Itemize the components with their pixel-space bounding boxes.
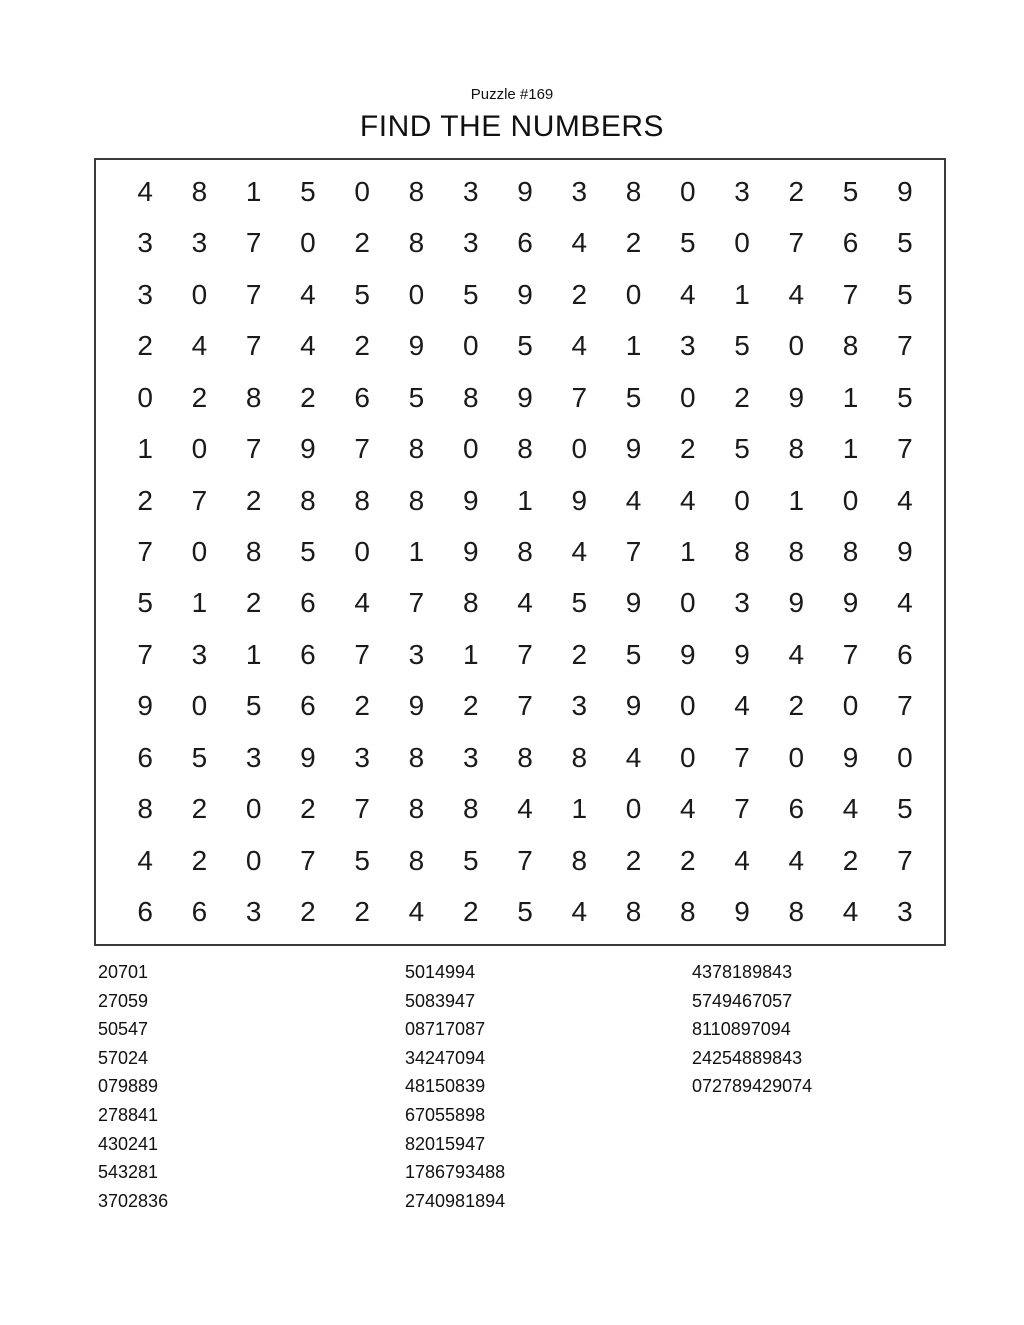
grid-cell: 1 [462,638,479,670]
number-list-column-2 [405,958,505,1215]
grid-cell: 8 [408,793,425,825]
grid-cell: 9 [300,741,316,773]
grid-cell: 6 [300,638,316,670]
grid-cell: 0 [191,278,208,310]
grid-cell: 7 [517,690,533,722]
grid-cell: 4 [137,175,153,207]
grid-cell: 7 [897,690,913,722]
grid-cell: 2 [354,896,370,928]
grid-cell: 8 [408,741,425,773]
grid-cell: 6 [897,638,913,670]
grid-cell: 5 [625,638,642,670]
grid-cell: 8 [517,433,533,465]
grid-cell: 8 [788,896,805,928]
grid-cell: 5 [680,227,696,259]
grid-cell: 4 [517,793,533,825]
grid-cell: 7 [897,433,913,465]
grid-cell: 0 [788,330,805,362]
grid-cell: 4 [354,587,370,619]
grid-cell: 2 [842,844,859,876]
grid-cell: 9 [897,175,913,207]
grid-cell: 9 [625,690,642,722]
grid-cell: 5 [897,227,913,259]
grid-cell: 4 [734,844,750,876]
grid-cell: 5 [354,278,370,310]
grid-cell: 7 [354,793,370,825]
grid-cell: 6 [137,741,153,773]
grid-cell: 8 [408,227,425,259]
grid-cell: 5 [734,433,750,465]
grid-cell: 1 [517,484,533,516]
grid-cell: 2 [462,896,479,928]
list-number: 50547 [98,1019,149,1040]
grid-cell: 0 [191,535,208,567]
grid-cell: 1 [245,175,262,207]
list-number: 2740981894 [405,1190,506,1211]
list-number: 5749467057 [692,990,793,1011]
grid-cell: 3 [680,330,696,362]
grid-cell: 0 [680,381,696,413]
list-number: 3702836 [98,1190,169,1211]
grid-cell: 2 [137,484,153,516]
grid-cell: 2 [788,690,805,722]
grid-cell: 5 [897,278,913,310]
grid-cell: 8 [408,844,425,876]
grid-cell: 8 [571,844,588,876]
grid-cell: 0 [408,278,425,310]
grid-cell: 0 [354,175,370,207]
grid-cell: 3 [897,896,913,928]
grid-cell: 2 [191,793,208,825]
grid-cell: 5 [897,381,913,413]
grid-cell: 8 [462,587,479,619]
grid-cell: 1 [245,638,262,670]
grid-cell: 1 [842,433,859,465]
grid-cell: 2 [191,844,208,876]
grid-cell: 2 [625,227,642,259]
list-number: 1786793488 [405,1162,506,1183]
grid-cell: 4 [680,793,696,825]
grid-cell: 5 [625,381,642,413]
grid-cell: 2 [354,330,370,362]
grid-cell: 6 [137,896,153,928]
list-number: 27059 [98,990,149,1011]
grid-cell: 0 [625,793,642,825]
grid-cell: 5 [300,175,316,207]
grid-cell: 7 [137,535,153,567]
list-number: 430241 [98,1133,159,1154]
grid-cell: 2 [571,638,588,670]
grid-cell: 9 [571,484,588,516]
grid-cell: 0 [788,741,805,773]
grid-cell: 2 [300,381,316,413]
grid-cell: 4 [842,793,859,825]
grid-cell: 4 [137,844,153,876]
list-number: 08717087 [405,1019,486,1040]
grid-cell: 9 [462,484,479,516]
grid-cell: 5 [517,896,533,928]
grid-cell: 7 [842,638,859,670]
grid-cell: 5 [354,844,370,876]
grid-cell: 0 [842,484,859,516]
grid-cell: 5 [300,535,316,567]
grid-cell: 7 [245,227,262,259]
grid-cell: 6 [300,587,316,619]
grid-cell: 0 [571,433,588,465]
grid-cell: 0 [680,690,696,722]
grid-cell: 1 [137,433,153,465]
number-grid [96,160,944,944]
grid-cell: 8 [734,535,750,567]
list-number: 67055898 [405,1104,486,1125]
grid-cell: 1 [408,535,425,567]
grid-cell: 4 [408,896,425,928]
grid-cell: 4 [571,330,588,362]
grid-cell: 9 [680,638,696,670]
grid-cell: 4 [842,896,859,928]
grid-cell: 2 [191,381,208,413]
grid-cell: 6 [354,381,370,413]
grid-cell: 8 [517,741,533,773]
grid-cell: 4 [788,844,805,876]
grid-cell: 3 [137,278,153,310]
list-number: 4378189843 [692,962,793,982]
grid-cell: 1 [734,278,750,310]
grid-cell: 9 [842,741,859,773]
grid-cell: 7 [734,793,750,825]
grid-cell: 8 [571,741,588,773]
grid-cell: 4 [680,278,696,310]
grid-cell: 1 [788,484,805,516]
grid-cell: 1 [625,330,642,362]
grid-cell: 9 [788,381,805,413]
grid-cell: 8 [788,433,805,465]
grid-cell: 5 [137,587,153,619]
grid-cell: 2 [625,844,642,876]
grid-cell: 8 [842,330,859,362]
grid-cell: 9 [734,638,750,670]
grid-cell: 8 [408,175,425,207]
grid-cell: 0 [354,535,370,567]
grid-cell: 0 [462,433,479,465]
grid-cell: 7 [897,330,913,362]
list-number: 278841 [98,1104,159,1125]
grid-cell: 2 [680,844,696,876]
grid-cell: 4 [300,278,316,310]
grid-cell: 7 [245,433,262,465]
grid-cell: 4 [680,484,696,516]
grid-cell: 9 [788,587,805,619]
grid-cell: 0 [680,741,696,773]
grid-cell: 7 [408,587,425,619]
grid-cell: 2 [462,690,479,722]
grid-cell: 9 [137,690,153,722]
grid-cell: 8 [625,175,642,207]
list-number: 543281 [98,1162,159,1183]
list-number: 57024 [98,1047,149,1068]
list-number: 079889 [98,1076,159,1097]
grid-cell: 4 [191,330,208,362]
grid-cell: 5 [191,741,208,773]
list-number: 8110897094 [692,1019,791,1040]
grid-cell: 8 [680,896,696,928]
grid-cell: 9 [462,535,479,567]
grid-cell: 2 [354,690,370,722]
grid-cell: 8 [137,793,153,825]
grid-cell: 4 [788,278,805,310]
grid-cell: 0 [137,381,153,413]
grid-cell: 3 [191,638,208,670]
grid-cell: 2 [788,175,805,207]
grid-cell: 2 [734,381,750,413]
grid-cell: 3 [462,227,479,259]
grid-cell: 3 [462,175,479,207]
grid-cell: 0 [300,227,316,259]
grid-cell: 4 [571,227,588,259]
grid-cell: 0 [625,278,642,310]
grid-cell: 2 [571,278,588,310]
grid-cell: 7 [842,278,859,310]
number-list-column-1 [98,958,168,1215]
grid-cell: 1 [680,535,696,567]
grid-cell: 9 [897,535,913,567]
grid-cell: 9 [517,381,533,413]
grid-cell: 8 [191,175,208,207]
grid-cell: 3 [462,741,479,773]
grid-cell: 7 [354,638,370,670]
grid-cell: 7 [300,844,316,876]
grid-cell: 0 [245,793,262,825]
grid-cell: 4 [571,535,588,567]
grid-cell: 3 [734,175,750,207]
grid-cell: 3 [571,175,588,207]
grid-cell: 9 [625,587,642,619]
grid-cell: 7 [625,535,642,567]
grid-cell: 3 [354,741,370,773]
grid-cell: 7 [191,484,208,516]
grid-cell: 8 [354,484,370,516]
grid-cell: 9 [517,278,533,310]
list-number: 24254889843 [692,1047,803,1068]
grid-cell: 7 [788,227,805,259]
grid-cell: 8 [245,535,262,567]
puzzle-grid-box [94,158,946,946]
grid-cell: 7 [354,433,370,465]
grid-cell: 8 [462,381,479,413]
grid-cell: 5 [408,381,425,413]
grid-cell: 4 [300,330,316,362]
grid-cell: 9 [408,330,425,362]
grid-cell: 7 [517,638,533,670]
grid-cell: 4 [517,587,533,619]
grid-cell: 8 [245,381,262,413]
grid-cell: 8 [517,535,533,567]
grid-cell: 2 [245,484,262,516]
grid-cell: 2 [137,330,153,362]
grid-cell: 4 [788,638,805,670]
grid-cell: 1 [842,381,859,413]
grid-cell: 6 [517,227,533,259]
grid-cell: 6 [191,896,208,928]
list-number: 20701 [98,962,149,982]
grid-cell: 0 [191,433,208,465]
grid-cell: 7 [137,638,153,670]
list-number: 82015947 [405,1133,486,1154]
grid-cell: 5 [462,844,479,876]
list-number: 48150839 [405,1076,486,1097]
grid-cell: 7 [245,278,262,310]
grid-cell: 5 [842,175,859,207]
grid-cell: 2 [354,227,370,259]
grid-cell: 7 [897,844,913,876]
grid-cell: 2 [300,896,316,928]
grid-cell: 0 [245,844,262,876]
number-list-column-3 [692,958,812,1101]
grid-cell: 9 [408,690,425,722]
list-number: 072789429074 [692,1076,813,1097]
grid-cell: 5 [462,278,479,310]
grid-cell: 5 [897,793,913,825]
grid-cell: 3 [245,896,262,928]
grid-cell: 0 [897,741,913,773]
grid-cell: 3 [137,227,153,259]
grid-cell: 2 [300,793,316,825]
page-title: FIND THE NUMBERS [359,110,665,143]
grid-cell: 6 [300,690,316,722]
grid-cell: 9 [517,175,533,207]
grid-cell: 8 [408,433,425,465]
grid-cell: 1 [571,793,588,825]
grid-cell: 5 [517,330,533,362]
grid-cell: 0 [734,227,750,259]
grid-cell: 4 [897,484,913,516]
grid-cell: 8 [788,535,805,567]
grid-cell: 7 [734,741,750,773]
grid-cell: 9 [300,433,316,465]
grid-cell: 7 [245,330,262,362]
list-number: 5083947 [405,990,476,1011]
grid-cell: 0 [680,587,696,619]
grid-cell: 4 [571,896,588,928]
grid-cell: 5 [571,587,588,619]
grid-cell: 0 [191,690,208,722]
grid-cell: 3 [245,741,262,773]
puzzle-number: Puzzle #169 [470,86,554,103]
grid-cell: 0 [842,690,859,722]
grid-cell: 3 [191,227,208,259]
grid-cell: 7 [571,381,588,413]
list-number: 34247094 [405,1047,486,1068]
grid-cell: 2 [245,587,262,619]
grid-cell: 9 [842,587,859,619]
grid-cell: 6 [842,227,859,259]
grid-cell: 8 [462,793,479,825]
grid-cell: 9 [625,433,642,465]
grid-cell: 0 [462,330,479,362]
grid-cell: 8 [300,484,316,516]
grid-cell: 7 [517,844,533,876]
grid-cell: 8 [842,535,859,567]
grid-cell: 1 [191,587,208,619]
grid-cell: 8 [625,896,642,928]
grid-cell: 9 [734,896,750,928]
grid-cell: 5 [734,330,750,362]
grid-cell: 0 [734,484,750,516]
grid-cell: 0 [680,175,696,207]
grid-cell: 5 [245,690,262,722]
grid-cell: 3 [571,690,588,722]
grid-cell: 4 [897,587,913,619]
grid-cell: 4 [625,484,642,516]
grid-cell: 8 [408,484,425,516]
grid-cell: 2 [680,433,696,465]
grid-cell: 4 [625,741,642,773]
grid-cell: 3 [734,587,750,619]
grid-cell: 6 [788,793,805,825]
grid-cell: 4 [734,690,750,722]
list-number: 5014994 [405,962,476,982]
grid-cell: 3 [408,638,425,670]
